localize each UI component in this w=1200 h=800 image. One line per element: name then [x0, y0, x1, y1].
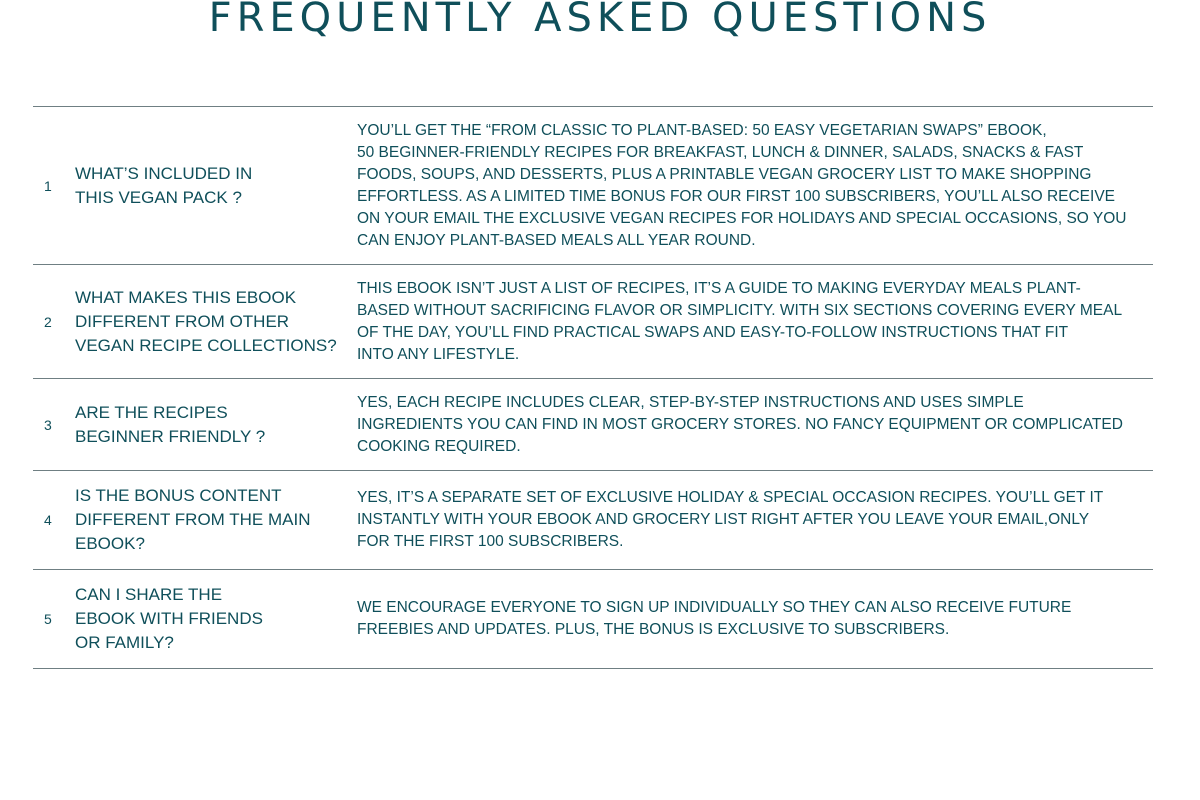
faq-number: 3	[44, 416, 52, 433]
faq-answer: YES, EACH RECIPE INCLUDES CLEAR, STEP-BY-STEP INSTRUCTIONS AND USES SIMPLE INGREDIENTS YOU CAN FIND IN MOST GROCERY STORES. NO FANCY EQUIPMENT OR COMPLICATED COOKING REQUIRED.	[357, 393, 1123, 455]
faq-answer: THIS EBOOK ISN’T JUST A LIST OF RECIPES, IT’S A GUIDE TO MAKING EVERYDAY MEALS PLANT- BASED WITHOUT SACRIFICING FLAVOR OR SIMPLICITY. WITH SIX SECTIONS COVERING EVERY MEAL OF THE DAY, YOU’LL FIND PRACTICAL SWAPS AND EASY-TO-FOLLOW INSTRUCTIONS THAT FIT INTO ANY LIFESTYLE.	[357, 279, 1123, 363]
faq-question: CAN I SHARE THE EBOOK WITH FRIENDS OR FAMILY?	[75, 585, 263, 652]
faq-question: WHAT MAKES THIS EBOOK DIFFERENT FROM OTHER VEGAN RECIPE COLLECTIONS?	[75, 287, 337, 355]
faq-row	[33, 471, 1153, 570]
faq-table	[33, 106, 1153, 669]
faq-question: IS THE BONUS CONTENT DIFFERENT FROM THE MAIN EBOOK?	[75, 486, 311, 553]
faq-row	[33, 265, 1153, 379]
page-title: FREQUENTLY ASKED QUESTIONS	[208, 0, 992, 41]
faq-number: 5	[44, 611, 52, 627]
faq-number: 4	[44, 512, 52, 528]
faq-answer: YOU’LL GET THE “FROM CLASSIC TO PLANT-BASED: 50 EASY VEGETARIAN SWAPS” EBOOK, 50 BEGINNER-FRIENDLY RECIPES FOR BREAKFAST, LUNCH & DINNER, SALADS, SNACKS & FAST FOODS, SOUPS, AND DESSERTS, PLUS A PRINTABLE VEGAN GROCERY LIST TO MAKE SHOPPING EFFORTLESS. AS A LIMITED TIME BONUS FOR OUR FIRST 100 SUBSCRIBERS, YOU’LL ALSO RECEIVE ON YOUR EMAIL THE EXCLUSIVE VEGAN RECIPES FOR HOLIDAYS AND SPECIAL OCCASIONS, SO YOU CAN ENJOY PLANT-BASED MEALS ALL YEAR ROUND.	[357, 121, 1127, 249]
faq-answer: WE ENCOURAGE EVERYONE TO SIGN UP INDIVIDUALLY SO THEY CAN ALSO RECEIVE FUTURE FREEBIES AND UPDATES. PLUS, THE BONUS IS EXCLUSIVE TO SUBSCRIBERS.	[357, 599, 1072, 638]
faq-number: 1	[44, 177, 52, 194]
faq-number: 2	[44, 313, 52, 330]
faq-question: ARE THE RECIPES BEGINNER FRIENDLY ?	[75, 402, 266, 446]
faq-row	[33, 379, 1153, 471]
faq-row	[33, 107, 1153, 265]
faq-question: WHAT’S INCLUDED IN THIS VEGAN PACK ?	[75, 163, 253, 207]
faq-row	[33, 570, 1153, 669]
faq-answer: YES, IT’S A SEPARATE SET OF EXCLUSIVE HOLIDAY & SPECIAL OCCASION RECIPES. YOU’LL GET IT INSTANTLY WITH YOUR EBOOK AND GROCERY LIST RIGHT AFTER YOU LEAVE YOUR EMAIL,ONLY FOR THE FIRST 100 SUBSCRIBERS.	[357, 489, 1104, 550]
